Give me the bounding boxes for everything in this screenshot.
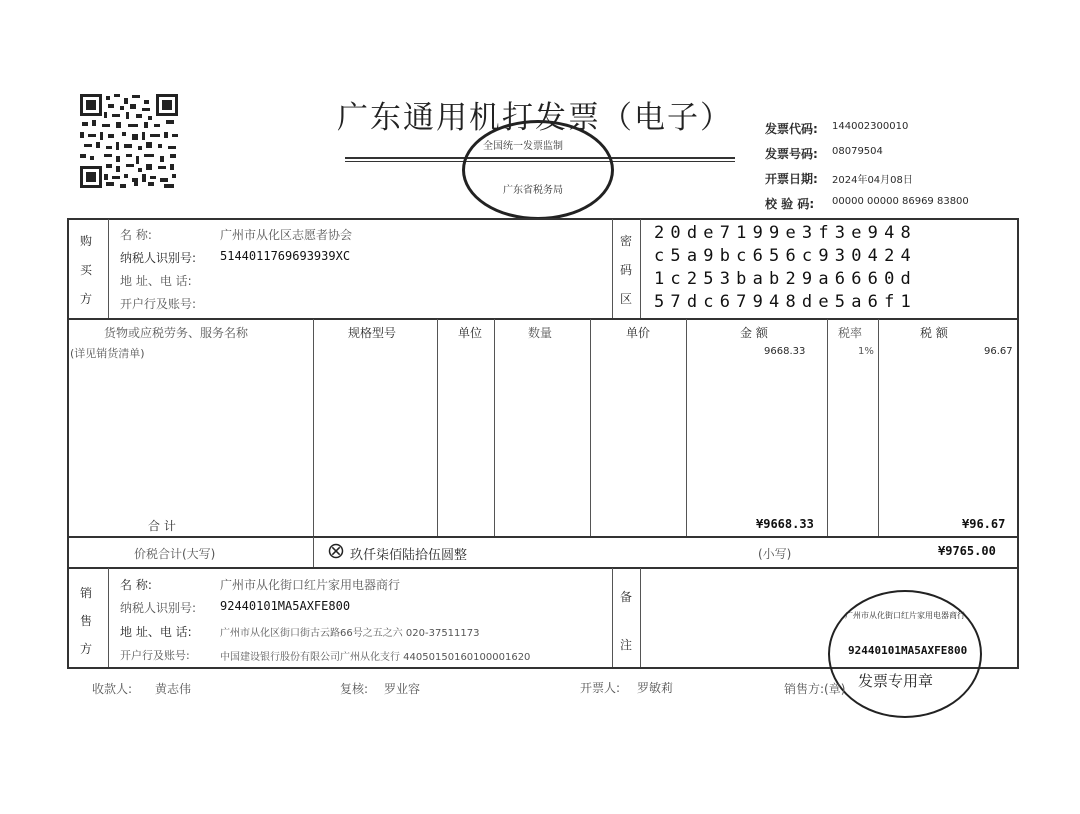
- subtotal-amount: ¥9668.33: [756, 517, 814, 531]
- goods-header-qty: 数量: [528, 326, 553, 340]
- buyer-side-label-1: 购: [80, 234, 93, 248]
- reviewer-label: 复核:: [340, 682, 369, 696]
- issue-date-label: 开票日期:: [765, 172, 818, 186]
- seal-top-line1: 全国统一发票监制: [483, 141, 563, 152]
- total-label: 价税合计(大写): [134, 547, 216, 561]
- remark-side-label-2: 注: [620, 638, 633, 652]
- cipher-side-label-3: 区: [620, 292, 633, 306]
- buyer-name: 广州市从化区志愿者协会: [220, 228, 353, 242]
- cipher-row-2: c5a9bc656c930424: [654, 246, 917, 266]
- issuer-label: 开票人:: [580, 681, 621, 695]
- seller-tax-label: 纳税人识别号:: [120, 601, 197, 615]
- seller-sign-label: 销售方:(章): [784, 682, 846, 696]
- buyer-side-label-3: 方: [80, 292, 93, 306]
- total-small-label: (小写): [758, 547, 792, 561]
- goods-header-amount: 金 额: [740, 326, 768, 340]
- goods-header-tax: 税 额: [920, 326, 948, 340]
- invoice-number-label: 发票号码:: [765, 147, 818, 161]
- check-code-value: 00000 00000 86969 83800: [832, 196, 969, 207]
- seller-side-label-1: 销: [80, 586, 93, 600]
- total-value: ¥9765.00: [938, 544, 996, 558]
- seller-address-label: 地 址、电 话:: [120, 625, 192, 639]
- seller-seal-name: 广州市从化街口红片家用电器商行: [845, 611, 965, 620]
- seller-invoice-seal: [828, 590, 982, 718]
- remark-side-label-1: 备: [620, 590, 633, 604]
- invoice-number-value: 08079504: [832, 146, 883, 157]
- payee-name: 黄志伟: [155, 682, 192, 696]
- check-code-label: 校 验 码:: [765, 197, 815, 211]
- invoice-code-value: 144002300010: [832, 121, 909, 132]
- buyer-bank-label: 开户行及账号:: [120, 297, 197, 311]
- buyer-side-label-2: 买: [80, 263, 93, 277]
- seller-side-label-2: 售: [80, 614, 93, 628]
- seller-name: 广州市从化街口红片家用电器商行: [220, 578, 401, 592]
- total-in-words: 玖仟柒佰陆拾伍圆整: [350, 548, 468, 563]
- issuer-name: 罗敏莉: [637, 681, 674, 695]
- seller-seal-label: 发票专用章: [858, 672, 934, 690]
- qr-code: [80, 94, 178, 188]
- buyer-tax-label: 纳税人识别号:: [120, 251, 197, 265]
- goods-header-unit: 单位: [458, 326, 483, 340]
- reviewer-name: 罗业容: [384, 682, 421, 696]
- goods-header-rate: 税率: [838, 326, 863, 340]
- goods-header-spec: 规格型号: [348, 326, 397, 340]
- seller-bank-label: 开户行及账号:: [120, 649, 190, 662]
- goods-row-name: (详见销货清单): [70, 347, 145, 360]
- subtotal-tax: ¥96.67: [962, 517, 1006, 531]
- goods-row-rate: 1%: [858, 346, 874, 357]
- buyer-name-label: 名 称:: [120, 228, 152, 242]
- goods-row-tax: 96.67: [984, 346, 1013, 357]
- seller-address: 广州市从化区街口街古云路66号之五之六 020-37511173: [220, 628, 480, 639]
- issue-date-value: 2024年04月08日: [832, 175, 913, 186]
- seller-name-label: 名 称:: [120, 578, 152, 592]
- seller-side-label-3: 方: [80, 642, 93, 656]
- invoice-code-label: 发票代码:: [765, 122, 818, 136]
- subtotal-label: 合 计: [148, 519, 176, 533]
- buyer-address-label: 地 址、电 话:: [120, 274, 192, 288]
- cipher-row-1: 20de7199e3f3e948: [654, 223, 917, 243]
- supervision-seal: [462, 120, 614, 220]
- cipher-side-label-2: 码: [620, 263, 633, 277]
- seller-bank: 中国建设银行股份有限公司广州从化支行 44050150160100001620: [220, 652, 531, 663]
- cipher-row-4: 57dc67948de5a6f1: [654, 292, 917, 312]
- cipher-side-label-1: 密: [620, 234, 633, 248]
- cipher-row-3: 1c253bab29a6660d: [654, 269, 917, 289]
- goods-header-name: 货物或应税劳务、服务名称: [104, 326, 249, 340]
- goods-row-amount: 9668.33: [764, 346, 806, 357]
- seal-top-line2: 广东省税务局: [503, 185, 563, 196]
- cross-circle-icon: [328, 543, 344, 559]
- seller-seal-tax-id: 92440101MA5AXFE800: [848, 644, 968, 657]
- seller-tax-id: 92440101MA5AXFE800: [220, 599, 351, 613]
- buyer-tax-id: 5144011769693939XC: [220, 249, 351, 263]
- goods-header-price: 单价: [626, 326, 651, 340]
- invoice-title: 广东通用机打发票（电子）: [337, 100, 733, 136]
- payee-label: 收款人:: [92, 682, 133, 696]
